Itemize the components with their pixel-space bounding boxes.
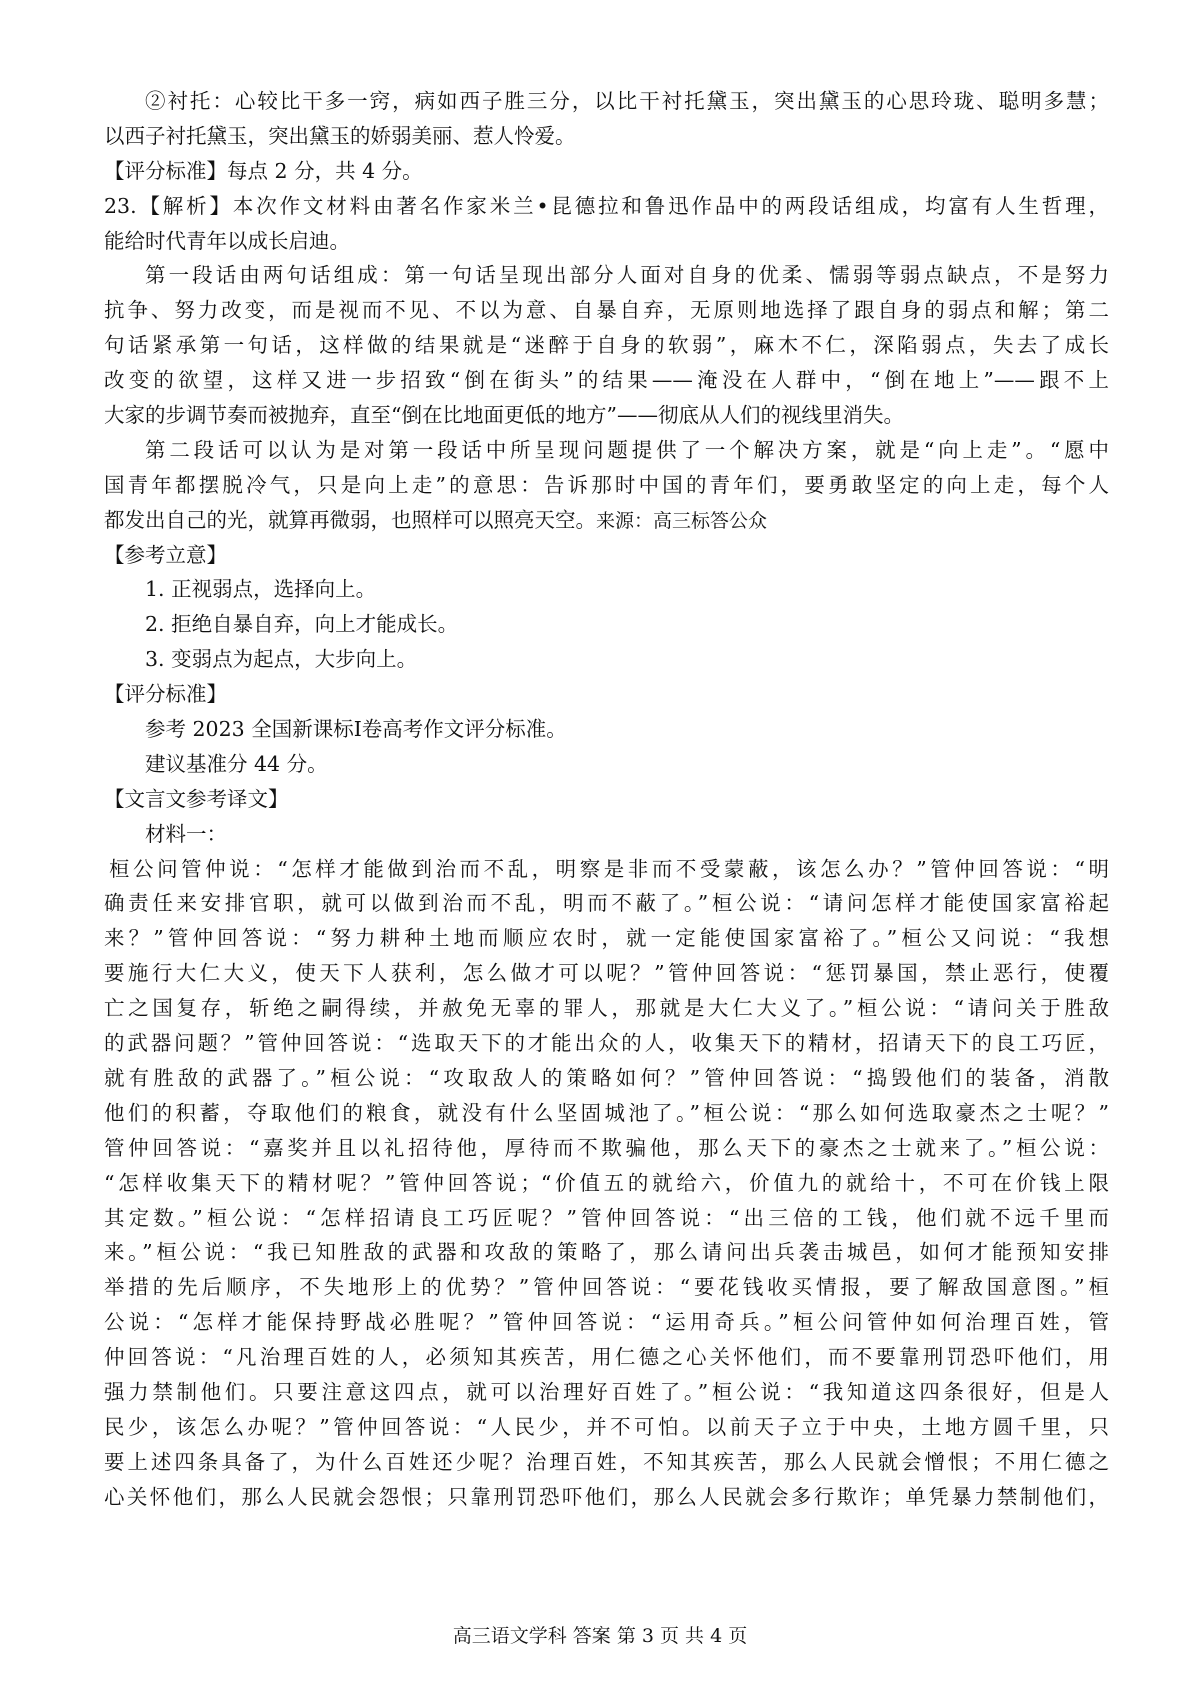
text-line: 就有胜敌的武器了。”桓公说：“攻取敌人的策略如何？”管仲回答说：“捣毁他们的装备，消散 [104, 1065, 1109, 1090]
text-line: 第二段话可以认为是对第一段话中所呈现问题提供了一个解决方案，就是“向上走”。“愿中 [145, 437, 1109, 462]
text-line: 建议基准分 44 分。 [145, 751, 328, 776]
text-line: 桓公问管仲说：“怎样才能做到治而不乱，明察是非而不受蒙蔽，该怎么办？”管仲回答说：“明 [109, 856, 1109, 881]
list-item: 1. 正视弱点，选择向上。 [145, 577, 377, 602]
text-line: 国青年都摆脱冷气，只是向上走”的意思：告诉那时中国的青年们，要勇敢坚定的向上走，每个人 [104, 472, 1109, 497]
text-line: 能给时代青年以成长启迪。 [104, 228, 350, 253]
text-line: 材料一： [145, 821, 227, 846]
text-line: 来。”桓公说：“我已知胜敌的武器和攻敌的策略了，那么请问出兵袭击城邑，如何才能预知安排 [104, 1240, 1109, 1265]
text-line: ②衬托：心较比干多一窍，病如西子胜三分，以比干衬托黛玉，突出黛玉的心思玲珑、聪明多慧； [145, 89, 1109, 113]
text-line: 抗争、努力改变，而是视而不见、不以为意、自暴自弃，无原则地选择了跟自身的弱点和解；第二 [104, 298, 1109, 323]
text-line: 亡之国复存，斩绝之嗣得续，并赦免无辜的罪人，那就是大仁大义了。”桓公说：“请问关于胜敌 [104, 996, 1109, 1021]
text-line: 管仲回答说：“嘉奖并且以礼招待他，厚待而不欺骗他，那么天下的豪杰之士就来了。”桓公说： [104, 1135, 1109, 1160]
text-line: 他们的积蓄，夺取他们的粮食，就没有什么坚固城池了。”桓公说：“那么如何选取豪杰之士呢？” [104, 1100, 1109, 1125]
text-line-content: 都发出自己的光，就算再微弱，也照样可以照亮天空。 [104, 507, 596, 532]
source-note: 来源：高三标答公众 [596, 509, 768, 532]
text-line: 以西子衬托黛玉，突出黛玉的娇弱美丽、惹人怜爱。 [104, 123, 576, 148]
text-line: 要上述四条具备了，为什么百姓还少呢？治理百姓，不知其疾苦，那么人民就会憎恨；不用仁德之 [104, 1449, 1109, 1474]
text-line: 的武器问题？”管仲回答说：“选取天下的才能出众的人，收集天下的精材，招请天下的良工巧匠， [104, 1031, 1109, 1056]
text-line: “怎样收集天下的精材呢？”管仲回答说；“价值五的就给六，价值九的就给十，不可在价钱上限 [104, 1170, 1109, 1195]
text-line: 仲回答说：“凡治理百姓的人，必须知其疾苦，用仁德之心关怀他们，而不要靠刑罚恐吓他们，用 [104, 1345, 1109, 1370]
section-heading: 【文言文参考译文】 [104, 786, 289, 811]
text-line: 其定数。”桓公说：“怎样招请良工巧匠呢？”管仲回答说：“出三倍的工钱，他们就不远千里而 [104, 1205, 1109, 1230]
page-footer: 高三语文学科 答案 第 3 页 共 4 页 [452, 1625, 748, 1647]
document-body [104, 86, 1109, 1517]
text-line: 确责任来安排官职，就可以做到治而不乱，明而不蔽了。”桓公说：“请问怎样才能使国家富裕起 [104, 891, 1109, 916]
text-line: 参考 2023 全国新课标Ⅰ卷高考作文评分标准。 [145, 717, 567, 742]
text-line: 心关怀他们，那么人民就会怨恨；只靠刑罚恐吓他们，那么人民就会多行欺诈；单凭暴力禁制他们， [104, 1484, 1109, 1509]
text-line: 举措的先后顺序，不失地形上的优势？”管仲回答说：“要花钱收买情报，要了解敌国意图。”桓 [104, 1275, 1109, 1300]
text-line: 民少，该怎么办呢？”管仲回答说：“人民少，并不可怕。以前天子立于中央，土地方圆千里，只 [104, 1414, 1109, 1439]
text-line: 公说：“怎样才能保持野战必胜呢？”管仲回答说：“运用奇兵。”桓公问管仲如何治理百姓，管 [104, 1310, 1109, 1335]
text-line: 强力禁制他们。只要注意这四点，就可以治理好百姓了。”桓公说：“我知道这四条很好，但是人 [104, 1379, 1109, 1404]
text-line: 23.【解析】本次作文材料由著名作家米兰•昆德拉和鲁迅作品中的两段话组成，均富有人生哲理， [104, 193, 1109, 218]
text-line: 【评分标准】每点 2 分，共 4 分。 [104, 158, 423, 183]
section-heading: 【参考立意】 [104, 542, 227, 567]
text-line: 第一段话由两句话组成：第一句话呈现出部分人面对自身的优柔、懦弱等弱点缺点，不是努力 [145, 263, 1109, 288]
list-item: 3. 变弱点为起点，大步向上。 [145, 647, 418, 672]
text-line: 来？”管仲回答说：“努力耕种土地而顺应农时，就一定能使国家富裕了。”桓公又问说：“我想 [104, 926, 1109, 951]
list-item: 2. 拒绝自暴自弃，向上才能成长。 [145, 612, 459, 637]
text-line: 大家的步调节奏而被抛弃，直至“倒在比地面更低的地方”——彻底从人们的视线里消失。 [104, 403, 904, 428]
text-line: 句话紧承第一句话，这样做的结果就是“迷醉于自身的软弱”，麻木不仁，深陷弱点，失去了成长 [104, 333, 1109, 358]
text-line [104, 505, 1109, 535]
section-heading: 【评分标准】 [104, 682, 227, 707]
text-line: 要施行大仁大义，使天下人获利，怎么做才可以呢？”管仲回答说：“惩罚暴国，禁止恶行，使覆 [104, 961, 1109, 986]
text-line: 改变的欲望，这样又进一步招致“倒在街头”的结果——淹没在人群中，“倒在地上”——跟不上 [104, 368, 1109, 393]
